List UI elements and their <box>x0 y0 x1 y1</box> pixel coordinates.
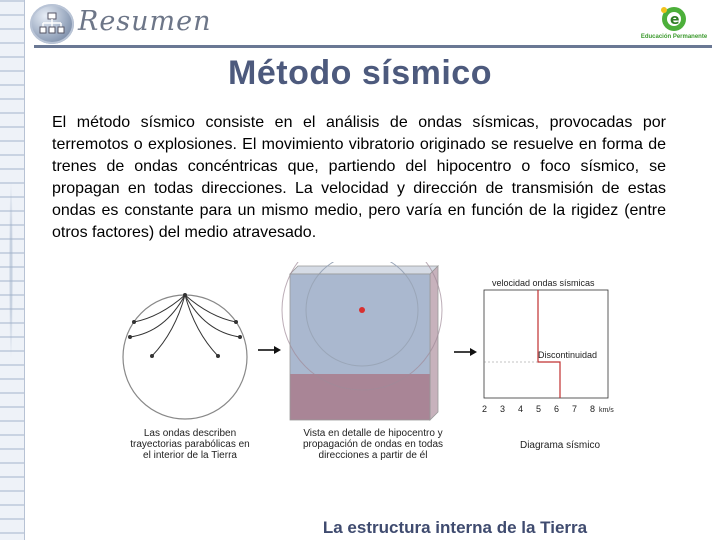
caption-left: Las ondas describen trayectorias parabólicas en el interior de la Tierra <box>130 428 250 461</box>
slide-title: Método sísmico <box>228 54 492 92</box>
caption-right: Diagrama sísmico <box>519 440 601 451</box>
hierarchy-icon <box>30 4 74 44</box>
axis-unit: km/s <box>599 407 614 414</box>
seismic-diagram <box>482 278 614 414</box>
axis-tick: 2 <box>482 404 488 414</box>
arrow-right-icon <box>258 346 281 354</box>
footer-title: La estructura interna de la Tierra <box>322 518 588 537</box>
svg-text:e: e <box>670 12 680 28</box>
earth-cross-section <box>123 293 247 419</box>
axis-tick: 5 <box>536 404 542 414</box>
logo-text: Educación Permanente <box>640 34 708 40</box>
header-divider <box>34 45 712 48</box>
discontinuity-label: Discontinuidad <box>538 350 598 360</box>
arrow-right-icon <box>454 348 477 356</box>
axis-tick: 6 <box>554 404 560 414</box>
axis-tick: 3 <box>500 404 506 414</box>
body-paragraph: El método sísmico consiste en el análisis de ondas sísmicas, provocadas por terremotos o explosiones. El movimiento vibratorio originado se resuelve en forma de trenes de ondas concéntricas que, partiendo del hipocentro o foco sísmico, se propagan en todas direcciones. La velocidad y dirección de transmisión de estas ondas es constante para un mismo medio, pero varía en función de la rigidez (entre otros factores) del medio atravesado. <box>52 114 666 241</box>
caption-middle: Vista en detalle de hipocentro y propagación de ondas en todas direcciones a partir de él <box>302 428 444 461</box>
educacion-logo-icon <box>634 4 714 44</box>
header-title: Resumen <box>78 6 212 37</box>
axis-tick: 7 <box>572 404 578 414</box>
diagram-title: velocidad ondas sísmicas <box>492 278 595 288</box>
hypocenter-block <box>282 262 442 420</box>
axis-tick: 4 <box>518 404 524 414</box>
axis-tick: 8 <box>590 404 596 414</box>
